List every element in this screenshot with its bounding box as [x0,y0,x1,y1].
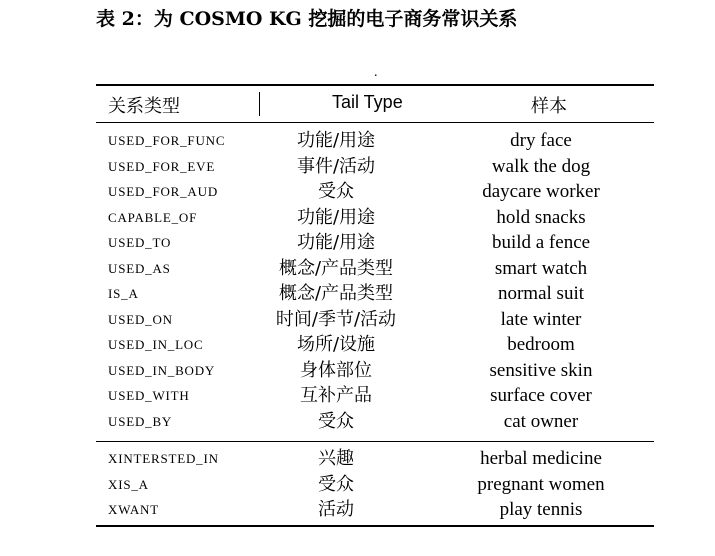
table-caption: 表 2：为 COSMO KG 挖掘的电子商务常识关系 [96,8,518,30]
relation-cell: USED_IN_LOC [108,337,204,352]
relation-cell: USED_AS [108,260,171,276]
relation-cell: USED_IN_BODY [108,362,216,378]
tail-type-cell: 受众 [318,181,354,202]
tail-type-cell: 事件/活动 [296,155,376,177]
relation-cell: XINTERSTED_IN [108,451,219,466]
tail-type-cell: 活动 [318,499,354,520]
tail-type-cell: 场所/设施 [296,334,376,355]
table-row [96,307,654,332]
table-row [96,256,654,281]
relation-cell: XWANT [108,502,159,517]
header-tail-type: Tail Type [332,92,403,112]
sample-cell: play tennis [499,499,583,520]
tail-type-cell: 时间/季节/活动 [275,308,397,330]
relation-cell: USED_TO [108,235,172,250]
table-row [96,281,654,306]
table-row [96,230,654,255]
tail-type-cell: 功能/用途 [296,130,376,151]
table-row [96,383,654,408]
tail-type-cell: 受众 [318,473,354,495]
table-row [96,497,654,522]
sample-cell: cat owner [503,410,579,432]
tail-type-cell: 受众 [318,410,354,432]
table-row [96,332,654,357]
table-row [96,154,654,179]
header-relation: 关系类型 [108,96,180,117]
group-separator-rule [96,441,654,442]
relation-cell: XIS_A [108,476,149,492]
table-row [96,472,654,497]
relation-cell: USED_FOR_AUD [108,184,219,199]
sample-cell: build a fence [491,232,591,253]
table-row [96,409,654,434]
tail-type-cell: 兴趣 [318,448,354,469]
relation-cell: USED_FOR_FUNC [108,133,226,148]
sample-cell: dry face [510,130,572,151]
tail-type-cell: 身体部位 [300,359,372,381]
sample-cell: hold snacks [496,206,586,228]
sample-cell: herbal medicine [480,448,602,469]
table-row [96,205,654,230]
header-divider [259,92,260,116]
header-rule [96,122,654,123]
relation-cell: IS_A [108,286,139,301]
sample-cell: pregnant women [477,473,605,495]
stray-dot: . [374,65,378,80]
header-sample: 样本 [531,96,567,117]
sample-cell: walk the dog [491,155,591,177]
tail-type-cell: 互补产品 [300,385,372,406]
relation-cell: USED_ON [108,311,173,327]
sample-cell: bedroom [507,334,575,355]
sample-cell: daycare worker [482,181,600,202]
tail-type-cell: 概念/产品类型 [278,283,394,304]
table-row [96,128,654,153]
relation-cell: USED_FOR_EVE [108,158,216,174]
sample-cell: normal suit [497,283,585,304]
relation-cell: CAPABLE_OF [108,209,198,225]
relation-cell: USED_BY [108,413,173,429]
tail-type-cell: 概念/产品类型 [278,257,394,279]
sample-cell: surface cover [490,385,592,406]
table-row [96,358,654,383]
sample-cell: late winter [500,308,582,330]
relation-cell: USED_WITH [108,388,190,403]
bottom-rule [96,525,654,527]
top-rule [96,84,654,86]
tail-type-cell: 功能/用途 [296,206,376,228]
table-row [96,446,654,471]
sample-cell: sensitive skin [489,359,593,381]
sample-cell: smart watch [494,257,588,279]
tail-type-cell: 功能/用途 [296,232,376,253]
table-row [96,179,654,204]
